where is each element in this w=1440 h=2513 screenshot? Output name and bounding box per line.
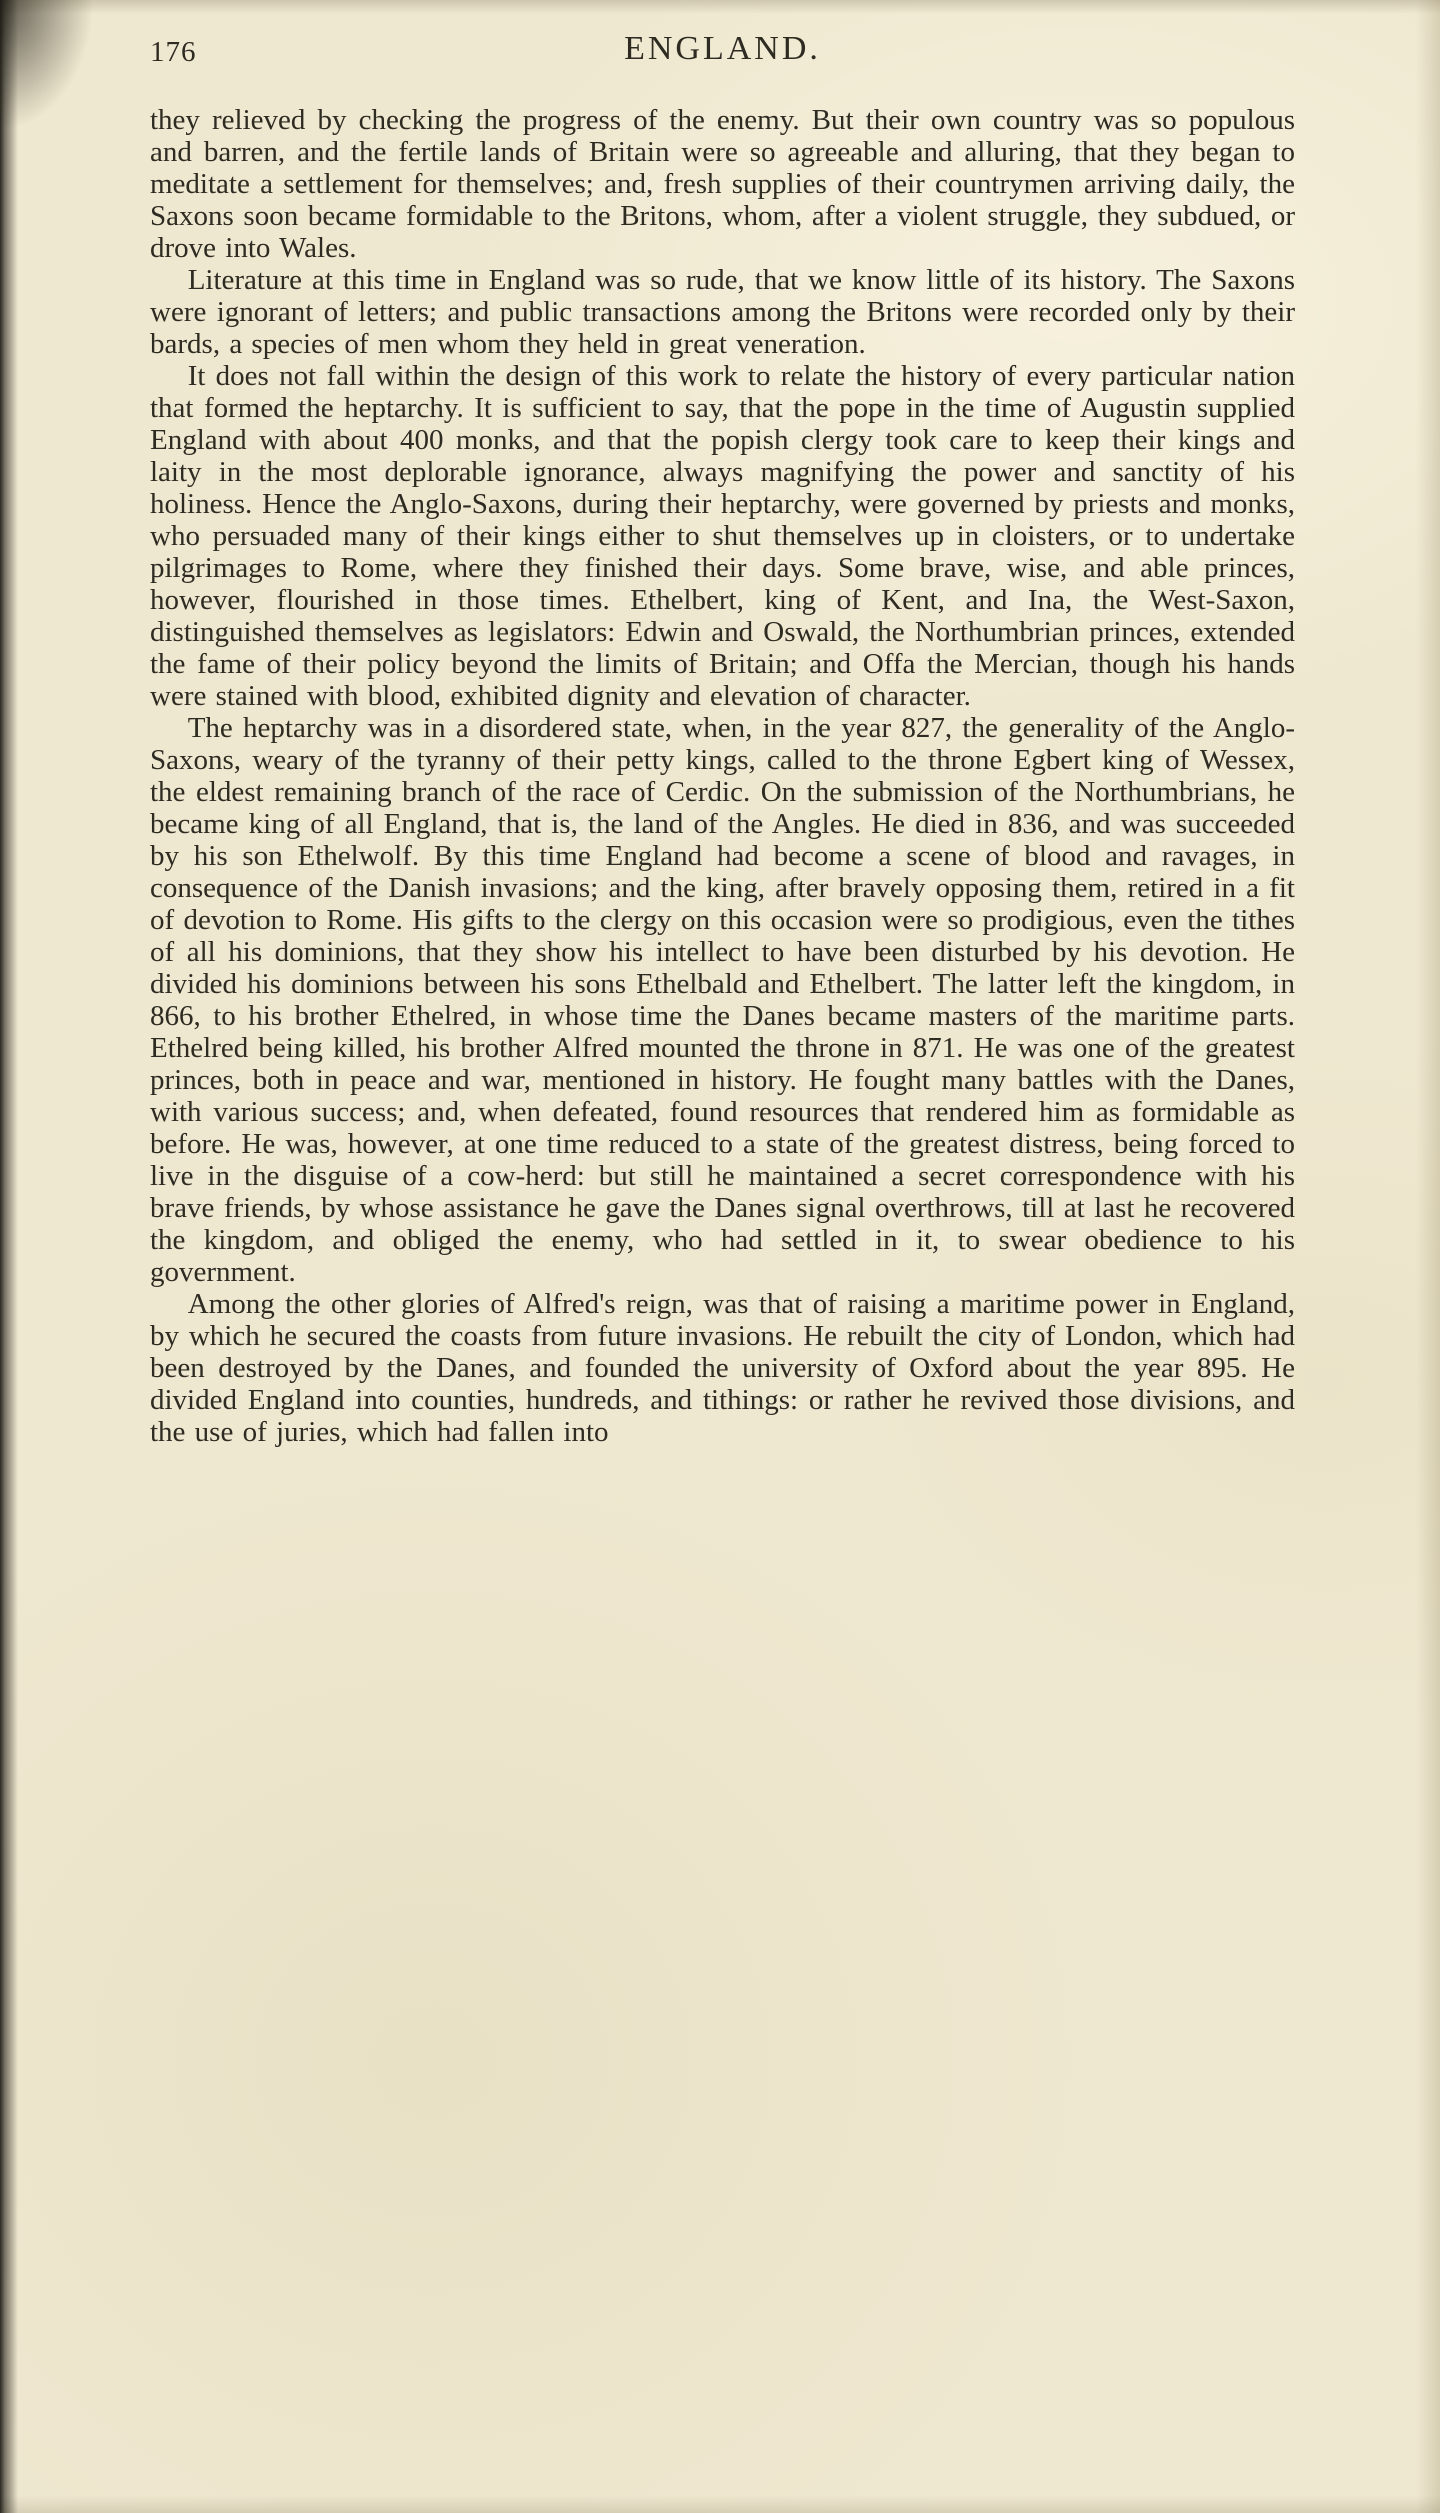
paragraph: It does not fall within the design of this work to relate the history of every particular nation that formed the heptarchy. It is sufficient to say, that the pope in the time of Augustin supplied England with about 400 monks, and that the popish clergy took care to keep their kings and laity in the most deplorable ignorance, always magnifying the power and sanctity of his holiness. Hence the Anglo-Saxons, during their heptarchy, were governed by priests and monks, who persuaded many of their kings either to shut themselves up in cloisters, or to undertake pilgrimages to Rome, where they finished their days. Some brave, wise, and able princes, however, flourished in those times. Ethelbert, king of Kent, and Ina, the West-Saxon, distinguished themselves as legislators: Edwin and Oswald, the Northumbrian princes, extended the fame of their policy beyond the limits of Britain; and Offa the Mercian, though his hands were stained with blood, exhibited dignity and elevation of character. — [150, 360, 1295, 712]
scan-edge-shadow-left — [0, 0, 18, 2513]
paragraph: Literature at this time in England was so rude, that we know little of its history. The Saxons were ignorant of letters; and public transactions among the Britons were recorded only by their bards, a species of men whom they held in great veneration. — [150, 264, 1295, 360]
running-title: ENGLAND. — [624, 30, 821, 67]
paragraph: Among the other glories of Alfred's reign, was that of raising a maritime power in England, by which he secured the coasts from future invasions. He rebuilt the city of London, which had been destroyed by the Danes, and founded the university of Oxford about the year 895. He divided England into counties, hundreds, and tithings: or rather he revived those divisions, and the use of juries, which had fallen into — [150, 1288, 1295, 1448]
paragraph: they relieved by checking the progress of the enemy. But their own country was so populous and barren, and the fertile lands of Britain were so agreeable and alluring, that they began to meditate a settlement for themselves; and, fresh supplies of their countrymen arriving daily, the Saxons soon became formidable to the Britons, whom, after a violent struggle, they subdued, or drove into Wales. — [150, 104, 1295, 264]
paragraph: The heptarchy was in a disordered state, when, in the year 827, the generality of the Anglo-Saxons, weary of the tyranny of their petty kings, called to the throne Egbert king of Wessex, the eldest remaining branch of the race of Cerdic. On the submission of the Northumbrians, he became king of all England, that is, the land of the Angles. He died in 836, and was succeeded by his son Ethelwolf. By this time England had become a scene of blood and ravages, in consequence of the Danish invasions; and the king, after bravely opposing them, retired in a fit of devotion to Rome. His gifts to the clergy on this occasion were so prodigious, even the tithes of all his dominions, that they show his intellect to have been disturbed by his devotion. He divided his dominions between his sons Ethelbald and Ethelbert. The latter left the kingdom, in 866, to his brother Ethelred, in whose time the Danes became masters of the maritime parts. Ethelred being killed, his brother Alfred mounted the throne in 871. He was one of the greatest princes, both in peace and war, mentioned in history. He fought many battles with the Danes, with various success; and, when defeated, found resources that rendered him as formidable as before. He was, however, at one time reduced to a state of the greatest distress, being forced to live in the disguise of a cow-herd: but still he maintained a secret correspondence with his brave friends, by whose assistance he gave the Danes signal overthrows, till at last he recovered the kingdom, and obliged the enemy, who had settled in it, to swear obedience to his government. — [150, 712, 1295, 1288]
page-content — [150, 104, 1295, 1448]
scan-edge-shadow-right — [1416, 0, 1440, 2513]
page-number: 176 — [150, 36, 197, 68]
scan-corner-shadow — [0, 0, 130, 180]
scan-edge-shadow-bottom — [0, 2495, 1440, 2513]
scan-edge-shadow-top — [0, 0, 1440, 14]
